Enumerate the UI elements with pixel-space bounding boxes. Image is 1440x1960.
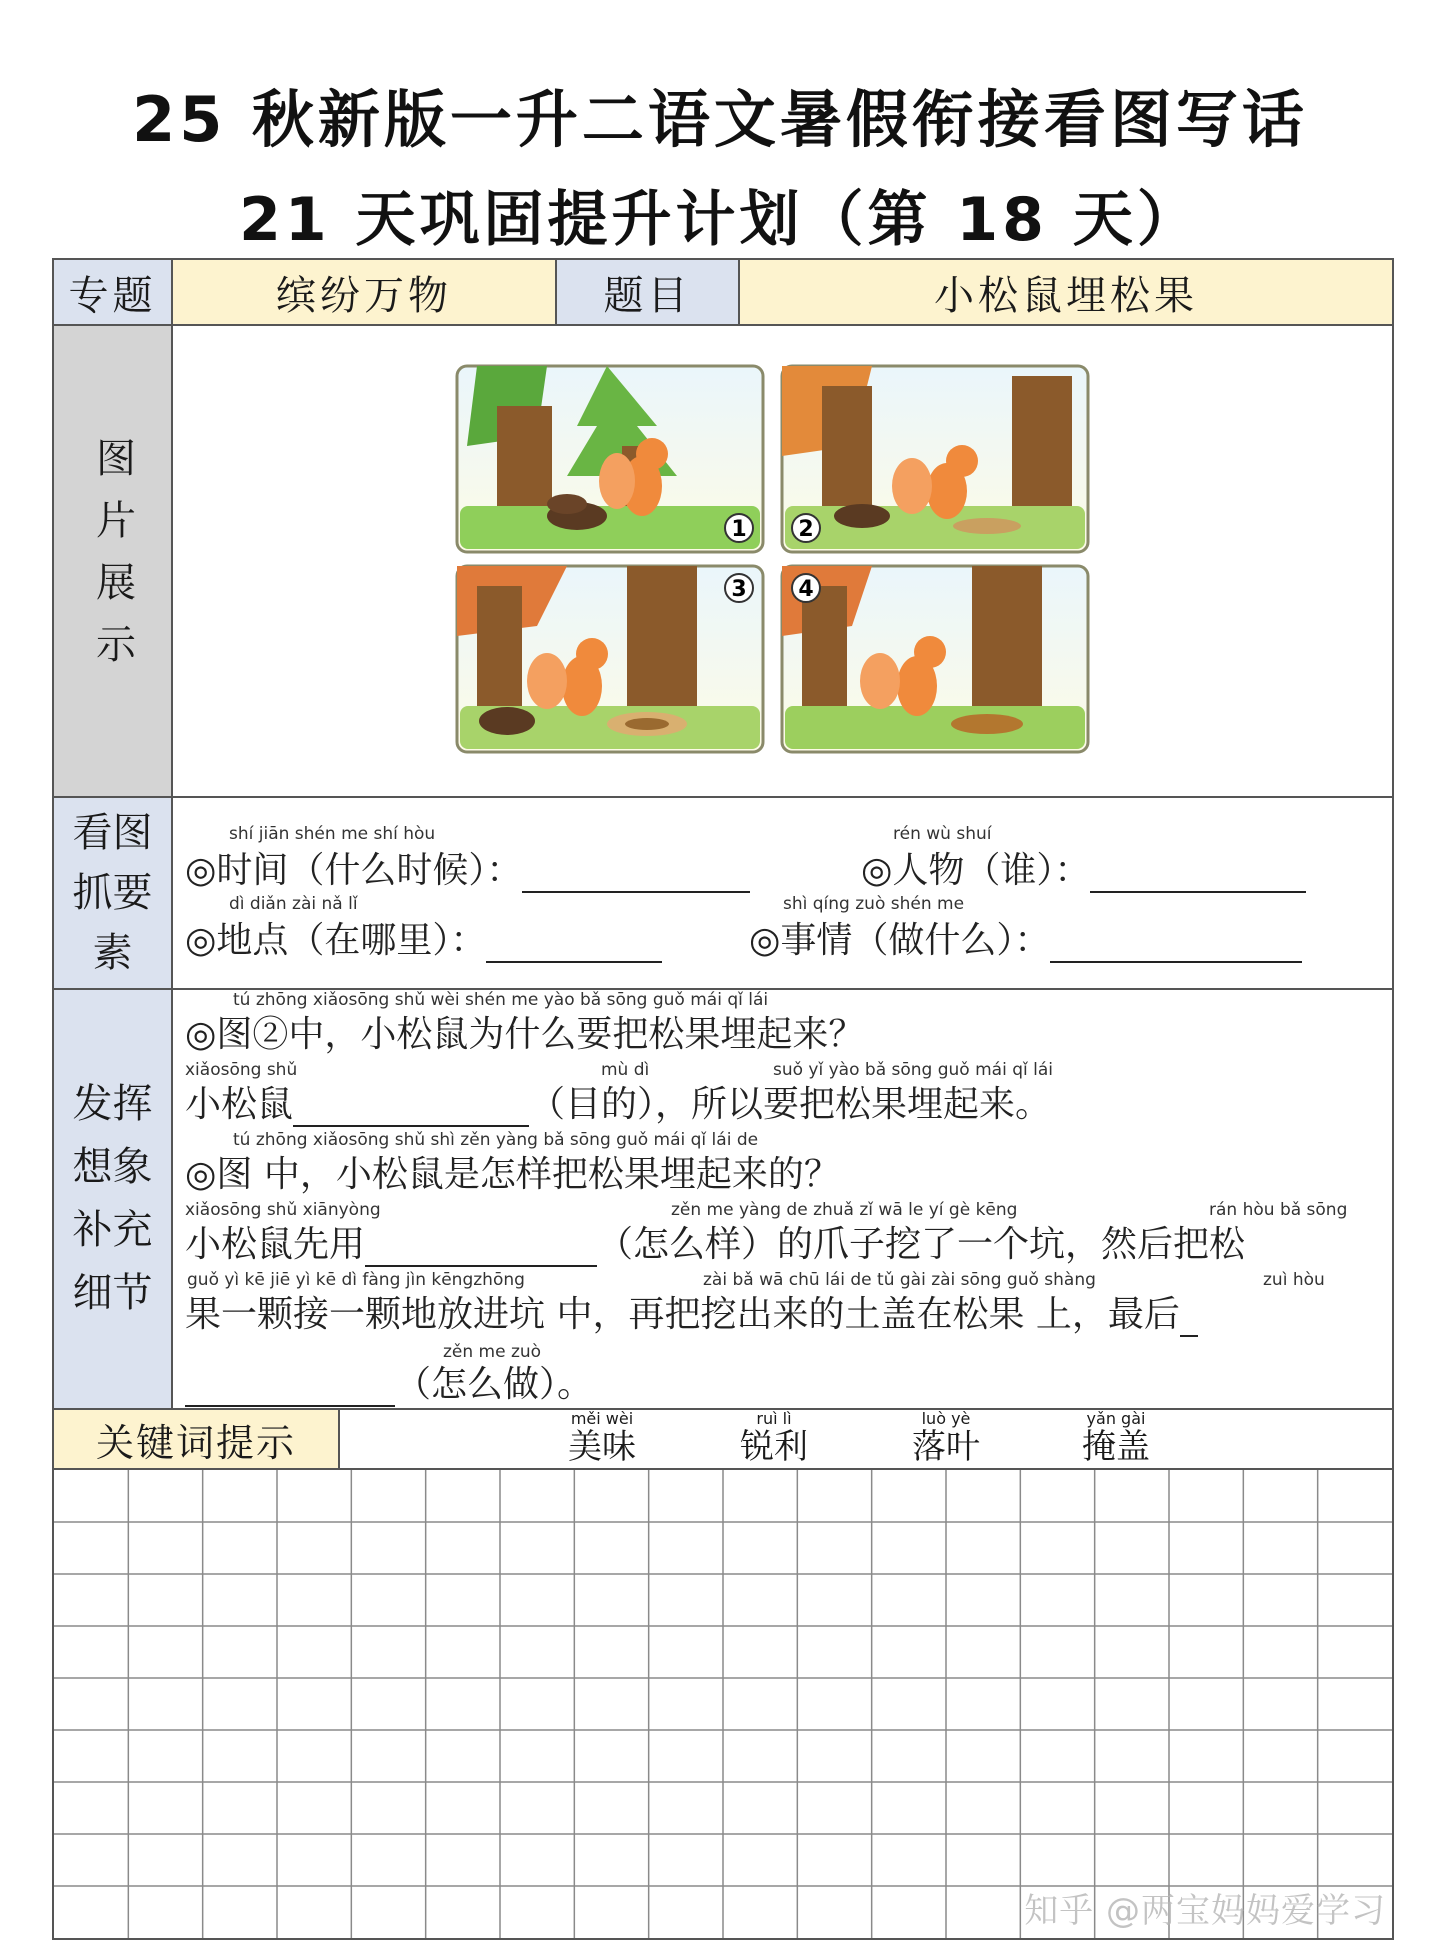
keyword-4-pinyin: yǎn gài [1086,1409,1146,1428]
a2-text-a: 小松鼠先用 [185,1224,366,1265]
topic-value: 缤纷万物 [173,260,557,326]
person-answer-blank[interactable] [1090,857,1306,893]
a2-line [185,1216,1245,1267]
panel-number-1: 1 [731,517,747,542]
a1-pinyin-a: xiǎosōng shǔ [185,1060,298,1080]
event-question [749,912,1302,963]
event-answer-blank[interactable] [1050,927,1302,963]
page-title-line1: 25 秋新版一升二语文暑假衔接看图写话 [132,83,1308,156]
a1-line [185,1076,1051,1127]
a4-line [185,1356,593,1407]
keyword-2 [734,1410,814,1466]
time-pinyin: shí jiān shén me shí hòu [229,824,436,844]
keyword-2-word: 锐利 [740,1427,808,1467]
place-question [185,912,662,963]
purpose-answer-blank[interactable] [293,1091,529,1127]
q1-pinyin: tú zhōng xiǎosōng shǔ wèi shén me yào bǎ sōng guǒ mái qǐ lái [233,990,769,1010]
imagine-area [173,990,1392,1410]
keyword-1-pinyin: měi wèi [570,1409,634,1428]
keyword-1 [562,1410,642,1466]
panel-3 [457,566,763,752]
panel-number-2: 2 [798,517,814,542]
keyword-4-word: 掩盖 [1082,1427,1150,1467]
imagine-label: 发挥想象补充细节 [54,990,173,1410]
picture-label: 图片展示 [54,326,173,798]
place-pinyin: dì diǎn zài nǎ lǐ [229,894,358,914]
a3-pinyin-b: zài bǎ wā chū lái de tǔ gài zài sōng guǒ shàng [703,1270,1096,1290]
q1-text: ◎图②中，小松鼠为什么要把松果埋起来？ [185,1014,865,1055]
how-answer-blank[interactable] [365,1231,597,1267]
keywords-area [340,1410,1392,1470]
a4-text: （怎么做）。 [395,1364,594,1405]
q2-text: ◎图 中，小松鼠是怎样把松果埋起来的？ [185,1154,840,1195]
a3-text: 果一颗接一颗地放进坑 中，再把挖出来的土盖在松果 上，最后 [185,1294,1180,1335]
picture-area [173,326,1392,798]
page-title-line2: 21 天巩固提升计划（第 18 天） [239,185,1201,255]
a3-pinyin-c: zuì hòu [1263,1270,1325,1290]
elements-label: 看图抓要素 [54,798,173,990]
watermark: 知乎 @两宝妈妈爱学习 [1024,1891,1386,1931]
a1-text-a: 小松鼠 [185,1084,294,1125]
panel-number-4: 4 [798,577,814,602]
a2-pinyin-c: rán hòu bǎ sōng [1209,1200,1348,1220]
a3-line [185,1286,1198,1337]
finally-answer-blank[interactable] [185,1371,395,1407]
person-pinyin: rén wù shuí [893,824,992,844]
a1-pinyin-b: mù dì [601,1060,650,1080]
q2-pinyin: tú zhōng xiǎosōng shǔ shì zěn yàng bǎ sōng guǒ mái qǐ lái de [233,1130,759,1150]
place-answer-blank[interactable] [486,927,662,963]
keyword-2-pinyin: ruì lì [756,1409,792,1428]
keyword-3-pinyin: luò yè [921,1409,971,1428]
event-pinyin: shì qíng zuò shén me [783,894,965,914]
person-question [861,842,1306,893]
a2-text-b: （怎么样）的爪子挖了一个坑，然后把松 [597,1224,1246,1265]
panel-4 [782,566,1088,752]
a3-pinyin-a: guǒ yì kē jiē yì kē dì fàng jìn kēngzhōng [187,1270,525,1290]
time-answer-blank[interactable] [522,857,750,893]
keyword-4 [1076,1410,1156,1466]
panel-number-3: 3 [731,577,747,602]
a2-pinyin-a: xiǎosōng shǔ xiānyòng [185,1200,381,1220]
a1-pinyin-c: suǒ yǐ yào bǎ sōng guǒ mái qǐ lái [773,1060,1054,1080]
a4-pinyin: zěn me zuò [443,1342,542,1362]
worksheet [52,258,1394,1940]
elements-area [173,798,1392,990]
subject-value: 小松鼠埋松果 [740,260,1392,326]
time-question [185,842,750,893]
person-text: ◎人物（谁）： [861,850,1091,891]
keyword-3-word: 落叶 [912,1427,980,1467]
keywords-label: 关键词提示 [54,1410,340,1470]
event-text: ◎事情（做什么）： [749,920,1051,961]
squirrel-story-illustration [173,326,1392,796]
time-text: ◎时间（什么时候）： [185,850,523,891]
panel-2 [782,366,1088,552]
place-text: ◎地点（在哪里）： [185,920,487,961]
keyword-1-word: 美味 [568,1427,636,1467]
subject-label: 题目 [557,260,740,326]
a1-text-b: （目的），所以要把松果埋起来。 [529,1084,1052,1125]
topic-label: 专题 [54,260,173,326]
keyword-3 [906,1410,986,1466]
finally-blank-start[interactable] [1180,1301,1198,1337]
writing-grid[interactable] [54,1470,1392,1938]
a2-pinyin-b: zěn me yàng de zhuǎ zǐ wā le yí gè kēng [671,1200,1018,1220]
panel-1 [457,366,763,552]
